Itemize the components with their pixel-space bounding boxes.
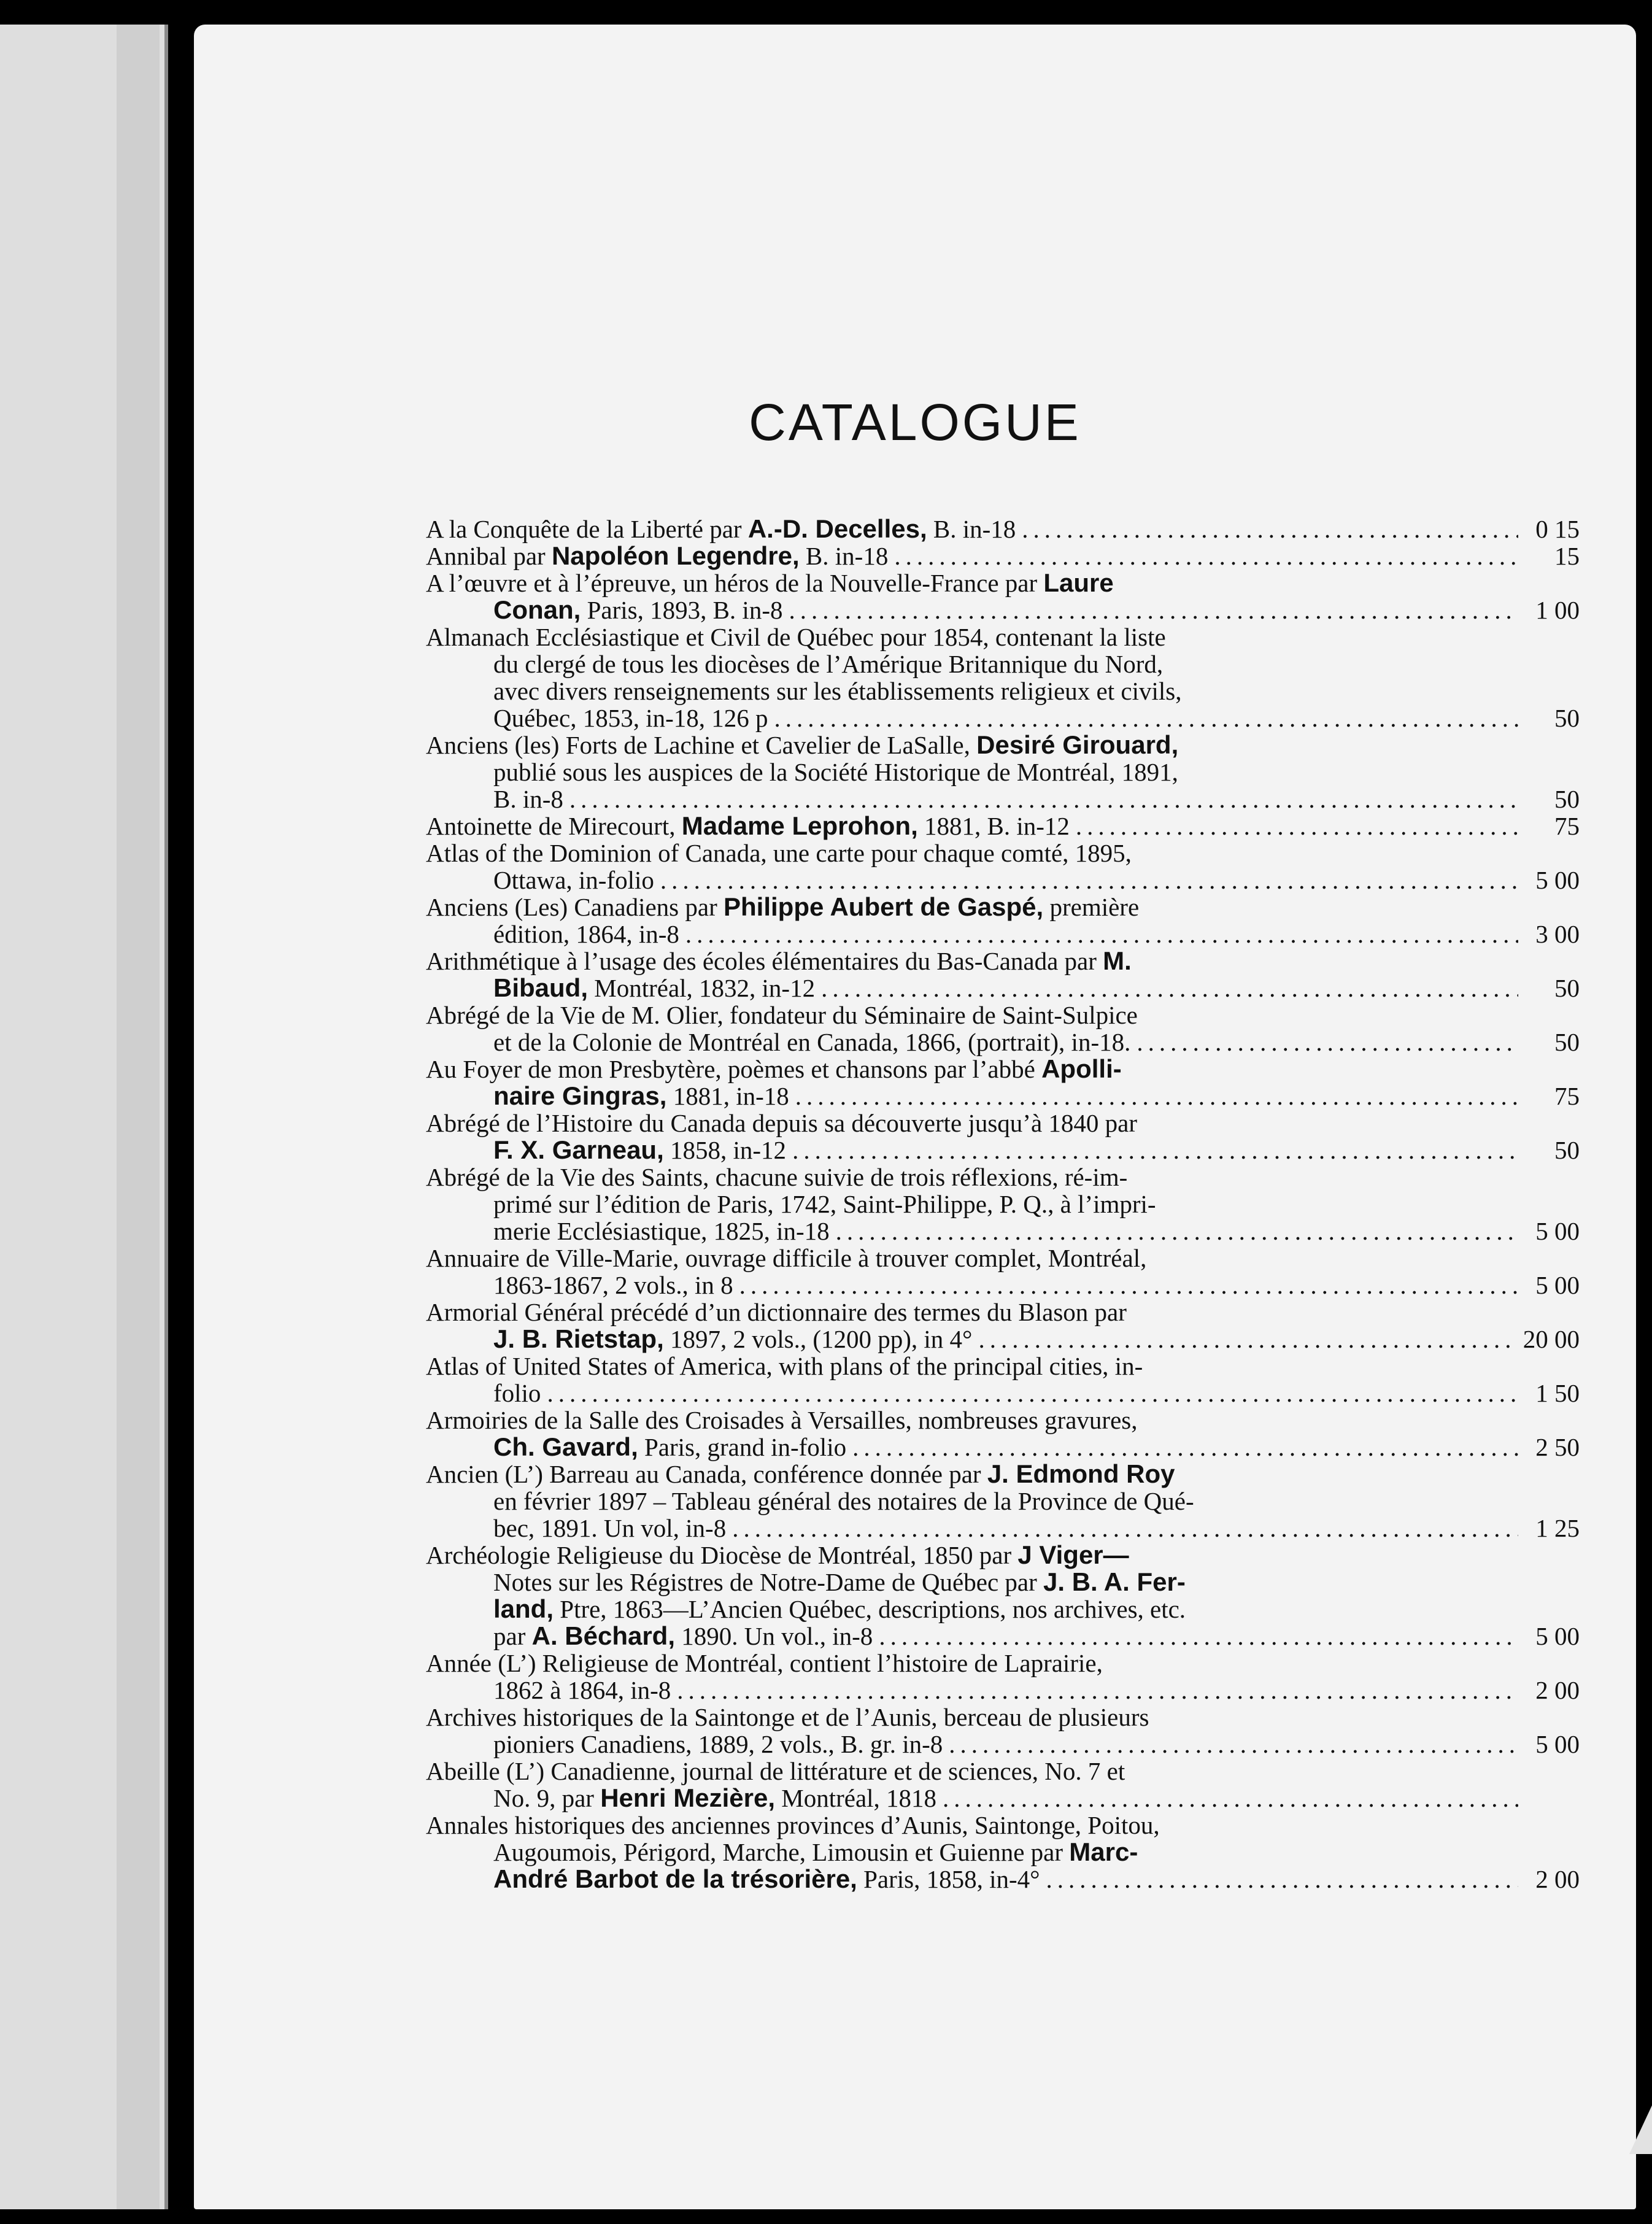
entry-line: [426, 1758, 1580, 1785]
dot-leader: [1076, 813, 1518, 840]
entry-text: [493, 1623, 873, 1650]
entry-text-segment: Québec, 1853, in-18, 126 p: [493, 704, 768, 732]
page-title: CATALOGUE: [749, 393, 1081, 451]
entry-text-segment: Montréal, 1832, in-12: [588, 974, 816, 1002]
entry-text-segment: A l’œuvre et à l’épreuve, un héros de la Nouvelle-France par: [426, 569, 1044, 597]
entry-price: 3 00: [1535, 920, 1580, 948]
entry-text: [426, 1001, 1138, 1029]
dot-leader: [1137, 1029, 1518, 1056]
entry-text-segment: Anciens (les) Forts de Lachine et Cavelier de LaSalle,: [426, 731, 977, 759]
entry-text: [426, 1352, 1143, 1380]
entry-text: [493, 1866, 1040, 1893]
entry-text: [426, 569, 1114, 597]
entry-text-segment: Année (L’) Religieuse de Montréal, contient l’histoire de Laprairie,: [426, 1649, 1103, 1677]
entry-line: [426, 1434, 1580, 1461]
entry-text: [493, 597, 782, 624]
entry-text-segment: B. in-18: [799, 542, 889, 570]
entry-line: [426, 1488, 1580, 1515]
entry-line: [426, 1245, 1580, 1272]
dot-leader: [1022, 515, 1518, 542]
entry-text-segment: publié sous les auspices de la Société Historique de Montréal, 1891,: [493, 758, 1178, 786]
entry-text-segment: primé sur l’édition de Paris, 1742, Saint-Philippe, P. Q., à l’impri-: [493, 1190, 1156, 1218]
entry-text: [426, 1649, 1103, 1677]
dot-leader: [879, 1623, 1518, 1650]
entry-text: [493, 1434, 846, 1461]
entry-line: [426, 1623, 1580, 1650]
entry-text: [493, 677, 1181, 705]
dot-leader: [792, 1137, 1518, 1164]
entry-line: [426, 570, 1580, 597]
entry-line: [426, 1218, 1580, 1245]
entry-text: [493, 786, 563, 813]
entry-line: [426, 921, 1580, 948]
entry-text-segment: Anciens (Les) Canadiens par: [426, 893, 724, 921]
entry-text-segment: Antoinette de Mirecourt,: [426, 812, 682, 840]
entry-line: [426, 1326, 1580, 1353]
entry-line: [426, 1137, 1580, 1164]
dot-leader: [774, 705, 1519, 732]
dot-leader: [789, 597, 1518, 624]
entry-text-segment: Armoiries de la Salle des Croisades à Versailles, nombreuses gravures,: [426, 1406, 1138, 1434]
entry-line: [426, 1596, 1580, 1623]
dot-leader: [677, 1677, 1518, 1704]
dot-leader: [685, 921, 1518, 948]
entry-text-segment: Annibal par: [426, 542, 552, 570]
entry-text-segment: Paris, 1858, in-4°: [857, 1865, 1040, 1893]
entry-author: Marc-: [1069, 1837, 1138, 1866]
entry-author: J Viger—: [1017, 1540, 1129, 1569]
entry-text: [493, 1731, 943, 1758]
entry-text-segment: en février 1897 – Tableau général des notaires de la Province de Qué-: [493, 1487, 1194, 1515]
catalogue-entry: [426, 1812, 1580, 1893]
entry-line: [426, 597, 1580, 624]
entry-line: [426, 1569, 1580, 1596]
entry-line: [426, 1164, 1580, 1191]
entry-text-segment: Abrégé de la Vie des Saints, chacune suivie de trois réflexions, ré-im-: [426, 1163, 1128, 1191]
catalogue-entry: [426, 1002, 1580, 1056]
entry-text: [426, 839, 1132, 867]
entry-text: [426, 515, 1016, 542]
entry-price: 15: [1554, 542, 1580, 570]
entry-text-segment: par: [493, 1622, 532, 1650]
entry-text: [493, 1137, 786, 1164]
entry-text-segment: Abrégé de l’Histoire du Canada depuis sa découverte jusqu’à 1840 par: [426, 1109, 1138, 1137]
dot-leader: [943, 1785, 1518, 1812]
entry-line: [426, 975, 1580, 1002]
dot-leader: [795, 1083, 1518, 1110]
dot-leader: [739, 1272, 1518, 1299]
entry-author: Napoléon Legendre,: [551, 541, 800, 570]
entry-text-segment: pioniers Canadiens, 1889, 2 vols., B. gr. in-8: [493, 1730, 943, 1758]
entry-line: [426, 1380, 1580, 1407]
entry-author: Bibaud,: [493, 973, 588, 1002]
entry-line: [426, 1353, 1580, 1380]
entry-author: Philippe Aubert de Gaspé,: [724, 892, 1044, 921]
entry-text: [493, 1218, 830, 1245]
entry-price: 2 00: [1535, 1865, 1580, 1893]
dot-leader: [660, 867, 1518, 894]
entry-author: J. Edmond Roy: [987, 1459, 1175, 1488]
entry-text-segment: merie Ecclésiastique, 1825, in-18: [493, 1217, 830, 1245]
entry-text-segment: No. 9, par: [493, 1784, 601, 1812]
entry-text: [493, 1515, 726, 1542]
entry-price: 5 00: [1535, 1217, 1580, 1245]
entry-text-segment: Atlas of United States of America, with plans of the principal cities, in-: [426, 1352, 1143, 1380]
entry-text: [493, 1568, 1186, 1596]
entry-text: [426, 1244, 1146, 1272]
entry-author: A. Béchard,: [531, 1621, 676, 1650]
entry-price: 1 50: [1535, 1379, 1580, 1407]
entry-text: [493, 1190, 1156, 1218]
entry-line: [426, 624, 1580, 651]
previous-page-edge: [0, 25, 168, 2209]
catalogue-entry: [426, 1056, 1580, 1110]
page-gutter: [117, 25, 160, 2209]
entry-text: [493, 705, 768, 732]
dot-leader: [949, 1731, 1518, 1758]
entry-line: [426, 678, 1580, 705]
entry-text-segment: Archives historiques de la Saintonge et de l’Aunis, berceau de plusieurs: [426, 1703, 1149, 1731]
entry-author: Laure: [1043, 568, 1114, 597]
entry-text-segment: Notes sur les Régistres de Notre-Dame de Québec par: [493, 1568, 1043, 1596]
entry-line: [426, 1542, 1580, 1569]
entry-author: A.-D. Decelles,: [747, 514, 927, 543]
entry-line: [426, 1704, 1580, 1731]
entry-text-segment: Au Foyer de mon Presbytère, poèmes et chansons par l’abbé: [426, 1055, 1042, 1083]
entry-text: [493, 921, 679, 948]
dot-leader: [894, 542, 1518, 570]
entry-text: [426, 731, 1178, 759]
entry-price: 5 00: [1535, 1271, 1580, 1299]
entry-line: [426, 1812, 1580, 1839]
entry-line: [426, 1002, 1580, 1029]
catalogue-entry: [426, 1353, 1580, 1407]
entry-text-segment: Abeille (L’) Canadienne, journal de littérature et de sciences, No. 7 et: [426, 1757, 1125, 1785]
entry-author: Madame Leprohon,: [681, 811, 918, 840]
entry-text: [426, 1055, 1122, 1083]
entry-text: [493, 1326, 972, 1353]
entry-line: [426, 1110, 1580, 1137]
entry-author: naire Gingras,: [493, 1081, 667, 1110]
entry-price: 5 00: [1535, 1730, 1580, 1758]
entry-text-segment: Ottawa, in-folio: [493, 866, 654, 894]
entry-text: [493, 1029, 1130, 1056]
entry-text: [493, 867, 654, 894]
entry-text: [493, 1083, 789, 1110]
entry-author: Apolli-: [1041, 1054, 1122, 1083]
entry-line: [426, 894, 1580, 921]
dot-leader: [836, 1218, 1518, 1245]
entry-author: F. X. Garneau,: [493, 1135, 664, 1164]
entry-text-segment: 1862 à 1864, in-8: [493, 1676, 671, 1704]
entry-line: [426, 1029, 1580, 1056]
entry-text-segment: Paris, grand in-folio: [638, 1433, 847, 1461]
entry-price: 1 00: [1535, 596, 1580, 624]
entry-price: 1 25: [1535, 1514, 1580, 1542]
entry-text: [493, 1487, 1194, 1515]
dot-leader: [978, 1326, 1516, 1353]
entry-text: [426, 1460, 1175, 1488]
entry-line: [426, 1785, 1580, 1812]
catalogue-entry: [426, 1758, 1580, 1812]
entry-text-segment: B. in-18: [927, 515, 1016, 543]
entry-text: [493, 1838, 1138, 1866]
catalogue-entry: [426, 570, 1580, 624]
entry-price: 20 00: [1523, 1325, 1580, 1353]
entry-text-segment: 1858, in-12: [663, 1136, 787, 1164]
entry-text-segment: bec, 1891. Un vol, in-8: [493, 1514, 727, 1542]
entry-price: 50: [1554, 785, 1580, 813]
entry-text-segment: Ancien (L’) Barreau au Canada, conférence donnée par: [426, 1460, 987, 1488]
entry-line: [426, 542, 1580, 570]
entry-line: [426, 1731, 1580, 1758]
catalogue-entry: [426, 1461, 1580, 1542]
catalogue-entry: [426, 948, 1580, 1002]
entry-text-segment: Abrégé de la Vie de M. Olier, fondateur du Séminaire de Saint-Sulpice: [426, 1001, 1138, 1029]
entry-price: 50: [1554, 704, 1580, 732]
entry-price: 75: [1554, 1082, 1580, 1110]
entry-text: [426, 1703, 1149, 1731]
entry-text: [426, 1406, 1137, 1434]
entry-line: [426, 1272, 1580, 1299]
catalogue-entry: [426, 1650, 1580, 1704]
entry-line: [426, 840, 1580, 867]
entry-text-segment: 1881, in-18: [666, 1082, 789, 1110]
catalogue-list: [426, 515, 1580, 1893]
entry-author: Desiré Girouard,: [976, 730, 1179, 759]
catalogue-entry: [426, 624, 1580, 732]
entry-text-segment: Armorial Général précédé d’un dictionnaire des termes du Blason par: [426, 1298, 1127, 1326]
entry-text-segment: avec divers renseignements sur les établissements religieux et civils,: [493, 677, 1182, 705]
entry-text: [493, 758, 1178, 786]
entry-line: [426, 1191, 1580, 1218]
entry-line: [426, 651, 1580, 678]
dot-leader: [547, 1380, 1518, 1407]
dot-leader: [1046, 1866, 1518, 1893]
entry-author: Henri Mezière,: [600, 1783, 775, 1812]
entry-line: [426, 759, 1580, 786]
entry-author: M.: [1103, 946, 1132, 975]
entry-text-segment: édition, 1864, in-8: [493, 920, 679, 948]
entry-price: 50: [1554, 1136, 1580, 1164]
entry-text: [426, 1811, 1160, 1839]
catalogue-entry: [426, 840, 1580, 894]
document-page: [194, 25, 1636, 2209]
entry-price: 2 50: [1535, 1433, 1580, 1461]
entry-author: Ch. Gavard,: [493, 1432, 638, 1461]
entry-line: [426, 867, 1580, 894]
entry-author: J. B. A. Fer-: [1043, 1567, 1186, 1596]
entry-price: 50: [1554, 1028, 1580, 1056]
entry-text-segment: Almanach Ecclésiastique et Civil de Québec pour 1854, contenant la liste: [426, 623, 1166, 651]
catalogue-entry: [426, 1299, 1580, 1353]
entry-line: [426, 786, 1580, 813]
entry-price: 50: [1554, 974, 1580, 1002]
catalogue-entry: [426, 894, 1580, 948]
catalogue-entry: [426, 1245, 1580, 1299]
entry-line: [426, 1839, 1580, 1866]
entry-text-segment: B. in-8: [493, 785, 563, 813]
entry-line: [426, 1299, 1580, 1326]
dot-leader: [852, 1434, 1518, 1461]
entry-text-segment: Annales historiques des anciennes provinces d’Aunis, Saintonge, Poitou,: [426, 1811, 1160, 1839]
entry-line: [426, 1677, 1580, 1704]
entry-text: [426, 542, 888, 570]
entry-text: [426, 1163, 1127, 1191]
dot-leader: [569, 786, 1518, 813]
entry-text-segment: et de la Colonie de Montréal en Canada, 1866, (portrait), in-18.: [493, 1028, 1131, 1056]
entry-line: [426, 705, 1580, 732]
entry-price: 0 15: [1535, 515, 1580, 543]
entry-text: [493, 1785, 936, 1812]
entry-text: [426, 893, 1139, 921]
catalogue-entry: [426, 542, 1580, 570]
entry-text: [426, 1541, 1129, 1569]
entry-line: [426, 732, 1580, 759]
entry-line: [426, 1083, 1580, 1110]
catalogue-entry: [426, 1407, 1580, 1461]
entry-author: André Barbot de la trésorière,: [493, 1864, 857, 1893]
catalogue-entry: [426, 1110, 1580, 1164]
catalogue-entry: [426, 1542, 1580, 1650]
catalogue-entry: [426, 515, 1580, 542]
entry-text-segment: folio: [493, 1379, 541, 1407]
entry-text-segment: première: [1043, 893, 1140, 921]
entry-text-segment: Augoumois, Périgord, Marche, Limousin et Guienne par: [493, 1838, 1070, 1866]
entry-text: [426, 623, 1166, 651]
entry-author: land,: [493, 1594, 554, 1623]
entry-price: 5 00: [1535, 866, 1580, 894]
entry-text-segment: Arithmétique à l’usage des écoles élémentaires du Bas-Canada par: [426, 947, 1103, 975]
entry-text-segment: Archéologie Religieuse du Diocèse de Montréal, 1850 par: [426, 1541, 1018, 1569]
entry-text: [493, 1677, 671, 1704]
entry-text: [426, 947, 1132, 975]
entry-line: [426, 1650, 1580, 1677]
entry-text: [426, 1298, 1127, 1326]
entry-text-segment: 1881, B. in-12: [917, 812, 1070, 840]
entry-price: 2 00: [1535, 1676, 1580, 1704]
page-corner-fold: [1629, 2099, 1652, 2154]
entry-line: [426, 813, 1580, 840]
catalogue-entry: [426, 1704, 1580, 1758]
entry-line: [426, 1461, 1580, 1488]
entry-text-segment: A la Conquête de la Liberté par: [426, 515, 748, 543]
entry-price: 75: [1554, 812, 1580, 840]
dot-leader: [821, 975, 1518, 1002]
catalogue-entry: [426, 1164, 1580, 1245]
entry-text-segment: Paris, 1893, B. in-8: [581, 596, 783, 624]
entry-line: [426, 515, 1580, 542]
entry-text: [426, 1757, 1125, 1785]
entry-text-segment: Atlas of the Dominion of Canada, une carte pour chaque comté, 1895,: [426, 839, 1132, 867]
entry-text-segment: 1890. Un vol., in-8: [675, 1622, 873, 1650]
entry-text: [493, 1595, 1186, 1623]
entry-text-segment: 1863-1867, 2 vols., in 8: [493, 1271, 733, 1299]
entry-line: [426, 1866, 1580, 1893]
entry-line: [426, 1407, 1580, 1434]
entry-text-segment: Ptre, 1863—L’Ancien Québec, descriptions, nos archives, etc.: [554, 1595, 1186, 1623]
entry-text: [426, 813, 1070, 840]
entry-text-segment: 1897, 2 vols., (1200 pp), in 4°: [663, 1325, 973, 1353]
catalogue-entry: [426, 732, 1580, 813]
entry-author: J. B. Rietstap,: [493, 1324, 664, 1353]
entry-price: 5 00: [1535, 1622, 1580, 1650]
entry-author: Conan,: [493, 595, 581, 624]
entry-text: [426, 1109, 1137, 1137]
entry-text-segment: Annuaire de Ville-Marie, ouvrage difficile à trouver complet, Montréal,: [426, 1244, 1147, 1272]
entry-text: [493, 1272, 733, 1299]
entry-text: [493, 650, 1163, 678]
entry-text: [493, 975, 815, 1002]
catalogue-entry: [426, 813, 1580, 840]
entry-text-segment: Montréal, 1818: [775, 1784, 937, 1812]
dot-leader: [732, 1515, 1518, 1542]
entry-line: [426, 1056, 1580, 1083]
entry-text-segment: du clergé de tous les diocèses de l’Amérique Britannique du Nord,: [493, 650, 1164, 678]
entry-text: [493, 1380, 541, 1407]
entry-line: [426, 1515, 1580, 1542]
entry-line: [426, 948, 1580, 975]
